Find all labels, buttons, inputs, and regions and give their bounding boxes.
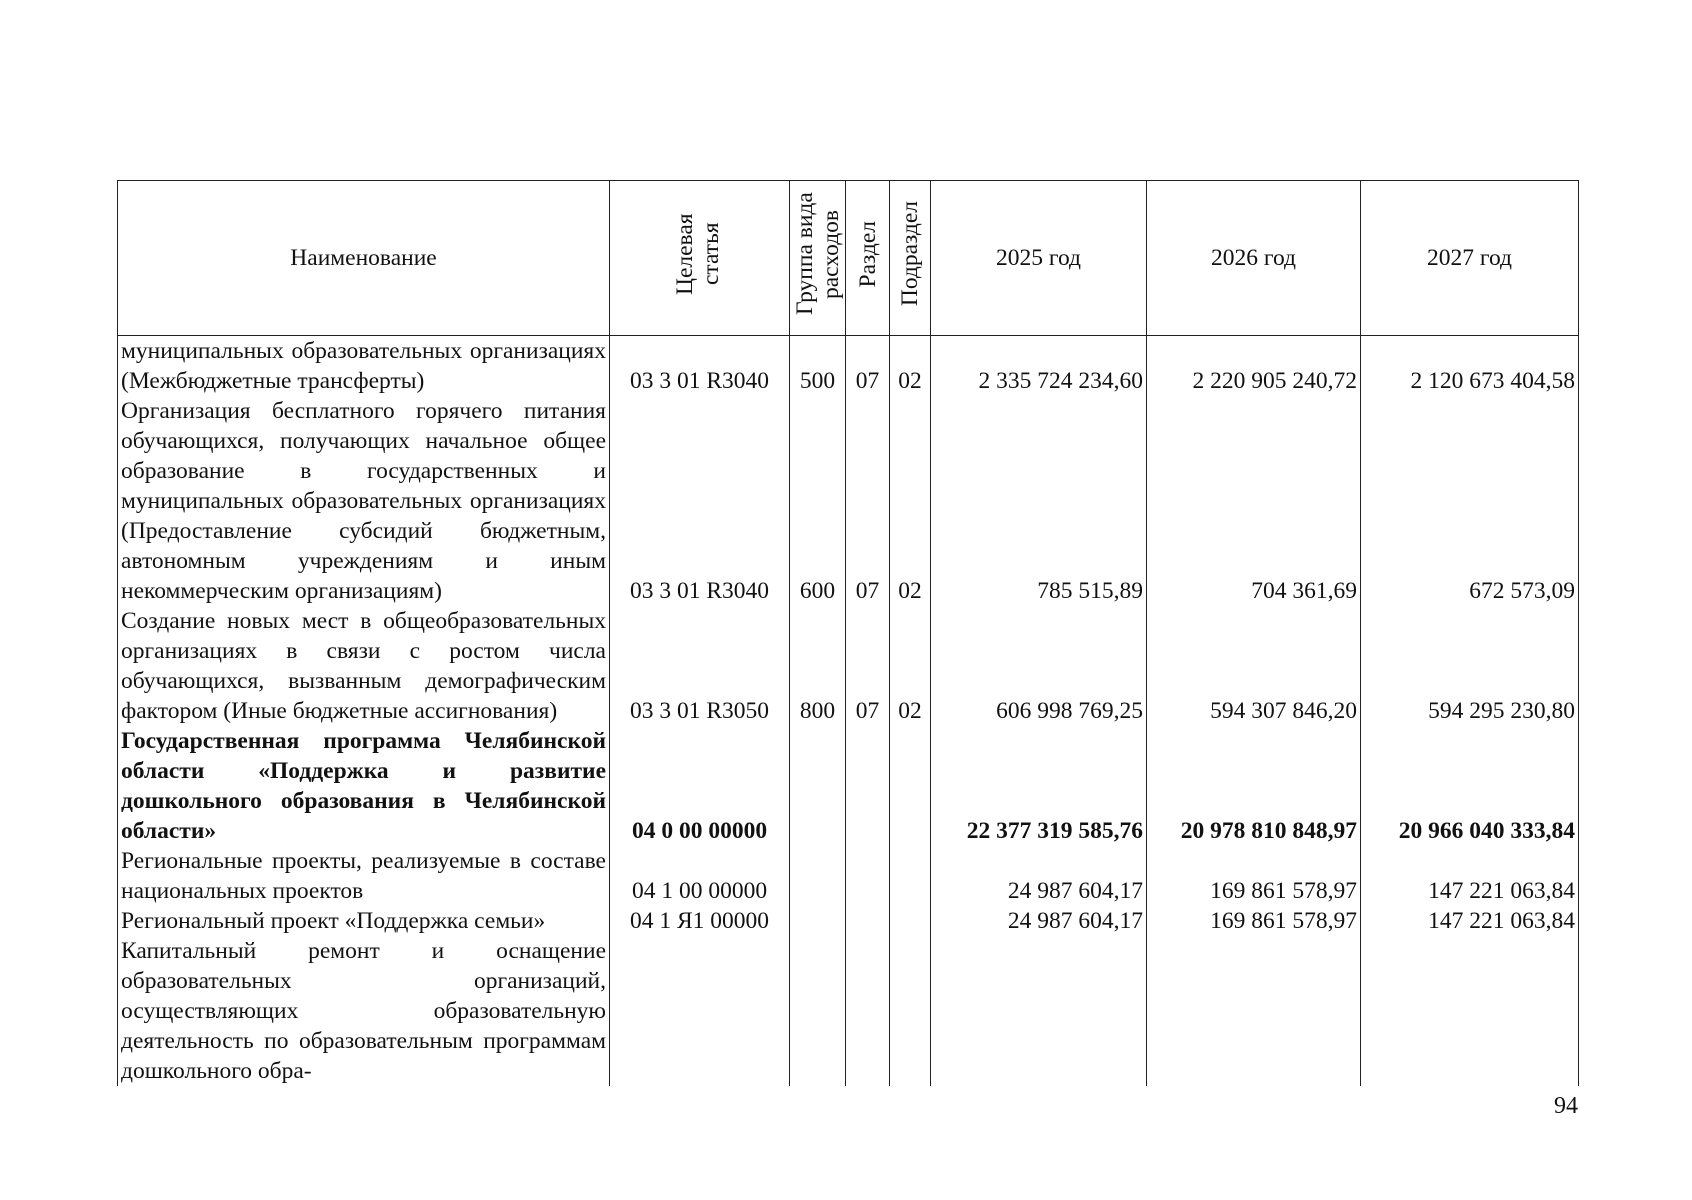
row-2027 — [1361, 936, 1579, 1086]
row-subsection: 02 — [890, 606, 931, 726]
row-2026: 2 220 905 240,72 — [1147, 336, 1361, 397]
row-name: Капитальный ремонт и оснащение образовательных организаций, осуществляющих образовательную деятельность по образовательным программам дошкольного обра- — [118, 936, 610, 1086]
row-2025: 2 335 724 234,60 — [931, 336, 1147, 397]
row-target: 03 3 01 R3050 — [610, 606, 790, 726]
table-row — [118, 846, 1579, 906]
row-name: Организация бесплатного горячего питания обучающихся, получающих начальное общее образование в государственных и муниципальных образовательных организациях (Предоставление субсидий бюджетным, автономным учреждениям и иным некоммерческим организациям) — [118, 396, 610, 606]
row-2026 — [1147, 936, 1361, 1086]
row-subsection — [890, 906, 931, 936]
header-row — [118, 181, 1579, 336]
row-subsection: 02 — [890, 336, 931, 397]
row-2025: 24 987 604,17 — [931, 906, 1147, 936]
row-2027: 147 221 063,84 — [1361, 846, 1579, 906]
row-2025 — [931, 936, 1147, 1086]
row-section — [846, 726, 890, 846]
header-2025: 2025 год — [931, 181, 1147, 336]
row-2026: 169 861 578,97 — [1147, 906, 1361, 936]
header-target: Целевая статья — [610, 181, 790, 336]
header-subsection: Подраздел — [890, 181, 931, 336]
row-subsection: 02 — [890, 396, 931, 606]
header-2027: 2027 год — [1361, 181, 1579, 336]
row-target: 04 0 00 00000 — [610, 726, 790, 846]
row-name: Создание новых мест в общеобразовательных организациях в связи с ростом числа обучающихся, вызванным демографическим фактором (Иные бюджетные ассигнования) — [118, 606, 610, 726]
row-name: Региональный проект «Поддержка семьи» — [118, 906, 610, 936]
table-row — [118, 726, 1579, 846]
row-group — [790, 726, 846, 846]
table-row — [118, 936, 1579, 1086]
budget-table — [117, 180, 1579, 1086]
row-section — [846, 906, 890, 936]
row-2026: 594 307 846,20 — [1147, 606, 1361, 726]
row-section — [846, 846, 890, 906]
row-2026: 169 861 578,97 — [1147, 846, 1361, 906]
row-2027: 594 295 230,80 — [1361, 606, 1579, 726]
row-group — [790, 936, 846, 1086]
row-group — [790, 906, 846, 936]
row-2027: 672 573,09 — [1361, 396, 1579, 606]
row-section — [846, 936, 890, 1086]
table-row — [118, 906, 1579, 936]
row-target: 03 3 01 R3040 — [610, 396, 790, 606]
header-2026: 2026 год — [1147, 181, 1361, 336]
table-row — [118, 606, 1579, 726]
page-number: 94 — [1554, 1093, 1578, 1119]
table-row — [118, 396, 1579, 606]
row-2026: 704 361,69 — [1147, 396, 1361, 606]
row-target — [610, 936, 790, 1086]
row-2025: 606 998 769,25 — [931, 606, 1147, 726]
row-group: 800 — [790, 606, 846, 726]
row-target: 04 1 Я1 00000 — [610, 906, 790, 936]
table-row — [118, 336, 1579, 397]
row-group: 600 — [790, 396, 846, 606]
row-2026: 20 978 810 848,97 — [1147, 726, 1361, 846]
header-section: Раздел — [846, 181, 890, 336]
row-2025: 22 377 319 585,76 — [931, 726, 1147, 846]
row-2027: 147 221 063,84 — [1361, 906, 1579, 936]
header-group: Группа вида расходов — [790, 181, 846, 336]
row-target: 03 3 01 R3040 — [610, 336, 790, 397]
row-subsection — [890, 726, 931, 846]
row-target: 04 1 00 00000 — [610, 846, 790, 906]
row-2025: 785 515,89 — [931, 396, 1147, 606]
row-subsection — [890, 846, 931, 906]
row-group: 500 — [790, 336, 846, 397]
row-name: муниципальных образовательных организациях (Межбюджетные трансферты) — [118, 336, 610, 397]
row-group — [790, 846, 846, 906]
row-name: Государственная программа Челябинской области «Поддержка и развитие дошкольного образования в Челябинской области» — [118, 726, 610, 846]
row-subsection — [890, 936, 931, 1086]
header-name: Наименование — [118, 181, 610, 336]
row-section: 07 — [846, 336, 890, 397]
row-name: Региональные проекты, реализуемые в составе национальных проектов — [118, 846, 610, 906]
row-2027: 20 966 040 333,84 — [1361, 726, 1579, 846]
row-section: 07 — [846, 606, 890, 726]
row-section: 07 — [846, 396, 890, 606]
row-2027: 2 120 673 404,58 — [1361, 336, 1579, 397]
row-2025: 24 987 604,17 — [931, 846, 1147, 906]
